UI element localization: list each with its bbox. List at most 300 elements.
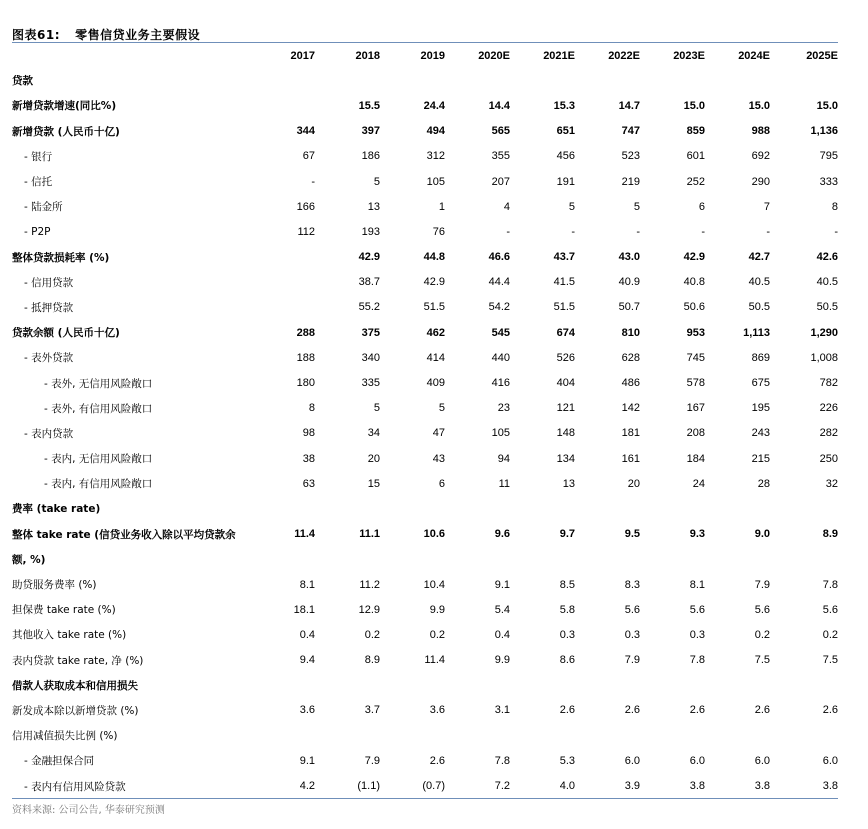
value-cell: 8.9 [364,654,380,667]
row-label: - 信托 [24,176,53,189]
row-label: 贷款 [12,75,33,88]
value-cell: 7.9 [754,578,770,591]
value-cell: 5.3 [559,754,575,767]
value-cell: 191 [556,175,575,188]
table-row [12,522,838,547]
table-row [12,496,838,521]
value-cell [510,496,575,521]
value-cell: 4 [503,200,510,213]
row-label: - 信用贷款 [24,276,74,289]
value-cell [315,547,380,572]
value-cell: 0.4 [299,628,315,641]
value-cell: 409 [426,377,445,390]
value-cell: 6.0 [689,754,705,767]
value-cell [705,68,770,93]
value-cell: 1,136 [810,125,838,138]
table-row [12,345,838,370]
value-cell: 15.0 [816,99,838,112]
value-cell: 6.0 [822,754,838,767]
value-cell [575,673,640,698]
table-row [12,320,838,345]
table-row [12,748,838,773]
value-cell [575,723,640,748]
value-cell: 523 [621,150,640,163]
row-label: 其他收入 take rate (%) [12,629,127,642]
value-cell: 486 [621,377,640,390]
value-cell: 9.1 [299,754,315,767]
value-cell: 526 [556,351,575,364]
value-cell [640,723,705,748]
value-cell: 810 [621,326,640,339]
value-cell: 2.6 [689,704,705,717]
value-cell: 675 [751,377,770,390]
row-label: 新增贷款增速(同比%) [12,100,117,113]
value-cell: 18.1 [293,603,315,616]
value-cell [445,496,510,521]
value-cell: 44.8 [423,251,445,264]
value-cell [315,496,380,521]
row-label: 助贷服务费率 (%) [12,579,97,592]
value-cell [640,496,705,521]
value-cell [770,547,838,572]
value-cell: 375 [361,326,380,339]
value-cell: 7.5 [754,654,770,667]
row-label: 整体贷款损耗率 (%) [12,251,110,264]
value-cell: 795 [819,150,838,163]
value-cell: 8.5 [559,578,575,591]
value-cell: 9.6 [494,528,510,541]
value-cell: 440 [491,351,510,364]
table-row [12,270,838,295]
value-cell: 40.8 [683,276,705,289]
value-cell: 3.8 [689,780,705,793]
value-cell [705,673,770,698]
value-cell: 208 [686,427,705,440]
value-cell: 747 [621,125,640,138]
value-cell [270,93,315,118]
value-cell [380,496,445,521]
bottom-rule [12,798,838,799]
value-cell: 41.5 [553,276,575,289]
table-row [12,295,838,320]
value-cell: 13 [367,200,380,213]
value-cell [270,496,315,521]
value-cell: 148 [556,427,575,440]
header-label-cell [12,43,270,68]
value-cell: 50.7 [618,301,640,314]
value-cell: 290 [751,175,770,188]
value-cell: 5 [373,402,380,415]
value-cell: - [766,225,770,238]
value-cell: 3.1 [494,704,510,717]
value-cell: 105 [491,427,510,440]
table-row [12,547,838,572]
value-cell: 7.8 [689,654,705,667]
value-cell: 181 [621,427,640,440]
value-cell: 167 [686,402,705,415]
value-cell [270,547,315,572]
value-cell: 2.6 [429,754,445,767]
value-cell: 166 [296,200,315,213]
value-cell: 344 [296,125,315,138]
table-row [12,219,838,244]
header-row [12,43,838,68]
value-cell: 1 [438,200,445,213]
value-cell: 0.2 [822,628,838,641]
value-cell: 5.8 [559,603,575,616]
value-cell: 219 [621,175,640,188]
value-cell: 5 [373,175,380,188]
value-cell: 628 [621,351,640,364]
table-row [12,421,838,446]
value-cell: 0.3 [559,628,575,641]
value-cell: 0.3 [689,628,705,641]
value-cell: 1,008 [810,351,838,364]
value-cell: 11.4 [294,528,315,541]
value-cell [270,723,315,748]
value-cell [640,547,705,572]
value-cell [380,68,445,93]
value-cell: 215 [751,452,770,465]
value-cell: 782 [819,377,838,390]
value-cell: 340 [361,351,380,364]
table-row [12,119,838,144]
value-cell: 15.0 [748,99,770,112]
value-cell: 76 [432,225,445,238]
table-row [12,723,838,748]
value-cell: - [311,175,315,188]
value-cell: 47 [432,427,445,440]
value-cell: 2.6 [624,704,640,717]
value-cell: 8.1 [689,578,705,591]
row-label: - 表内, 有信用风险敞口 [44,478,153,491]
value-cell: 7.2 [494,780,510,793]
value-cell [770,673,838,698]
value-cell: 9.7 [559,528,575,541]
value-cell [270,295,315,320]
header-year-cell: 2019 [420,49,445,62]
value-cell: 6.0 [624,754,640,767]
value-cell: (1.1) [357,780,380,793]
value-cell: 7.8 [494,754,510,767]
value-cell: 15.5 [358,99,380,112]
value-cell: 288 [296,326,315,339]
value-cell: - [701,225,705,238]
value-cell: 5.4 [494,603,510,616]
value-cell: 42.9 [683,251,705,264]
value-cell: 243 [751,427,770,440]
value-cell: 416 [491,377,510,390]
value-cell: 3.8 [822,780,838,793]
value-cell: 28 [757,477,770,490]
value-cell: 414 [426,351,445,364]
value-cell: 51.5 [423,301,445,314]
value-cell: 51.5 [553,301,575,314]
value-cell: 9.3 [689,528,705,541]
value-cell [445,723,510,748]
value-cell [705,547,770,572]
value-cell: 8 [831,200,838,213]
value-cell: 545 [491,326,510,339]
value-cell: 11.1 [359,528,380,541]
value-cell: 23 [497,402,510,415]
table-row [12,144,838,169]
value-cell: 5.6 [689,603,705,616]
value-cell: 32 [825,477,838,490]
value-cell: 15.3 [553,99,575,112]
value-cell: 142 [621,402,640,415]
value-cell: 8.3 [624,578,640,591]
value-cell: 112 [297,225,315,238]
value-cell: 869 [751,351,770,364]
row-label: - 表内, 无信用风险敞口 [44,453,153,466]
value-cell: 692 [751,150,770,163]
value-cell: 9.4 [299,654,315,667]
value-cell: 4.2 [299,780,315,793]
table-row [12,169,838,194]
table-row [12,773,838,798]
value-cell: 1,290 [810,326,838,339]
value-cell: 3.6 [429,704,445,717]
value-cell: 105 [426,175,445,188]
source-note: 资料来源: 公司公告, 华泰研究预测 [12,805,165,816]
value-cell: 6 [438,477,445,490]
value-cell: 186 [361,150,380,163]
value-cell: 0.2 [364,628,380,641]
value-cell: 250 [819,452,838,465]
value-cell [575,68,640,93]
value-cell: 43.0 [618,251,640,264]
table-row [12,673,838,698]
header-year-cell: 2020E [478,49,510,62]
value-cell: 0.2 [429,628,445,641]
value-cell: 1,113 [743,326,770,339]
value-cell: 9.5 [624,528,640,541]
value-cell: 494 [426,125,445,138]
table-row [12,396,838,421]
table-row [12,194,838,219]
value-cell: 40.5 [748,276,770,289]
header-year-cell: 2022E [608,49,640,62]
value-cell: - [571,225,575,238]
value-cell [510,547,575,572]
table-row [12,698,838,723]
row-label: - 表外贷款 [24,352,74,365]
value-cell: 674 [556,326,575,339]
value-cell: 38.7 [358,276,380,289]
value-cell: 456 [556,150,575,163]
value-cell: 9.1 [494,578,510,591]
value-cell [575,496,640,521]
row-label: - 表内贷款 [24,427,74,440]
value-cell: 40.5 [816,276,838,289]
value-cell [640,68,705,93]
value-cell: 0.2 [754,628,770,641]
value-cell: 42.9 [423,276,445,289]
table-row [12,68,838,93]
value-cell: 24 [692,477,705,490]
value-cell [380,673,445,698]
value-cell [445,673,510,698]
value-cell: 14.4 [488,99,510,112]
value-cell [270,245,315,270]
value-cell: 10.6 [423,528,445,541]
value-cell: 578 [686,377,705,390]
value-cell: 2.6 [754,704,770,717]
value-cell: 46.6 [488,251,510,264]
row-label: - 表外, 无信用风险敞口 [44,377,153,390]
assumptions-table [12,43,838,799]
value-cell [315,68,380,93]
value-cell [270,68,315,93]
value-cell [510,68,575,93]
value-cell: 3.7 [364,704,380,717]
value-cell: 121 [556,402,575,415]
value-cell: 9.9 [494,654,510,667]
value-cell: 335 [361,377,380,390]
value-cell: 7 [763,200,770,213]
value-cell [510,723,575,748]
value-cell: 12.9 [358,603,380,616]
value-cell: 42.9 [358,251,380,264]
value-cell: 195 [751,402,770,415]
figure-label: 图表61: [12,28,60,42]
value-cell: 7.9 [624,654,640,667]
row-label: 新发成本除以新增贷款 (%) [12,704,139,717]
value-cell: 7.9 [364,754,380,767]
value-cell: 134 [556,452,575,465]
row-label: - 陆金所 [24,201,63,214]
row-label: 信用减值损失比例 (%) [12,730,118,743]
table-row [12,622,838,647]
value-cell: 462 [426,326,445,339]
value-cell: 40.9 [618,276,640,289]
header-year-cell: 2023E [673,49,705,62]
table-row [12,245,838,270]
value-cell: 2.6 [822,704,838,717]
row-label: 贷款余额 (人民币十亿) [12,327,120,340]
table-row [12,572,838,597]
value-cell: 859 [686,125,705,138]
value-cell: 14.7 [618,99,640,112]
value-cell: 282 [819,427,838,440]
value-cell: 5.6 [822,603,838,616]
value-cell: 11.2 [359,578,380,591]
value-cell: 161 [621,452,640,465]
header-year-cell: 2021E [543,49,575,62]
value-cell [445,547,510,572]
value-cell: 42.7 [748,251,770,264]
value-cell: 44.4 [488,276,510,289]
value-cell [270,270,315,295]
row-label: 借款人获取成本和信用损失 [12,679,138,692]
value-cell: 3.9 [624,780,640,793]
row-label: 新增贷款 (人民币十亿) [12,125,120,138]
value-cell [770,723,838,748]
value-cell: 43.7 [553,251,575,264]
value-cell: 63 [302,477,315,490]
value-cell: 50.5 [748,301,770,314]
value-cell: 50.6 [683,301,705,314]
value-cell: 15 [367,477,380,490]
value-cell: 252 [686,175,705,188]
value-cell [270,673,315,698]
value-cell: 3.6 [299,704,315,717]
row-label: - 金融担保合同 [24,755,95,768]
value-cell [770,496,838,521]
value-cell: - [506,225,510,238]
value-cell [640,673,705,698]
table-row [12,446,838,471]
value-cell: 10.4 [423,578,445,591]
table-row [12,648,838,673]
value-cell: 13 [562,477,575,490]
value-cell: 20 [367,452,380,465]
value-cell: 5 [633,200,640,213]
value-cell: 745 [686,351,705,364]
value-cell: 333 [819,175,838,188]
row-label: - 表内有信用风险贷款 [24,780,126,793]
value-cell [380,723,445,748]
value-cell: 180 [296,377,315,390]
value-cell: 8.9 [822,528,838,541]
figure-title-bar [12,24,838,43]
value-cell: (0.7) [422,780,445,793]
value-cell: 3.8 [754,780,770,793]
value-cell: 5.6 [624,603,640,616]
value-cell [575,547,640,572]
value-cell: 397 [361,125,380,138]
value-cell: 601 [686,150,705,163]
value-cell: 404 [556,377,575,390]
value-cell: 11 [498,477,510,490]
value-cell: 953 [686,326,705,339]
value-cell: 188 [296,351,315,364]
value-cell: 15.0 [683,99,705,112]
row-label: - 抵押贷款 [24,301,74,314]
table-row [12,93,838,118]
row-label: 额, %) [12,553,46,566]
value-cell: 193 [361,225,380,238]
value-cell: 5 [568,200,575,213]
value-cell: 565 [491,125,510,138]
table-body [12,68,838,798]
value-cell [705,723,770,748]
value-cell [315,673,380,698]
value-cell: 9.9 [429,603,445,616]
value-cell: - [834,225,838,238]
value-cell: 38 [302,452,315,465]
value-cell: 7.8 [822,578,838,591]
value-cell: 43 [432,452,445,465]
value-cell [380,547,445,572]
value-cell: 355 [491,150,510,163]
header-year-cell: 2024E [738,49,770,62]
value-cell: 7.5 [822,654,838,667]
value-cell: 651 [556,125,575,138]
value-cell: 6.0 [754,754,770,767]
header-year-cell: 2017 [290,49,315,62]
value-cell: 6 [698,200,705,213]
row-label: 表内贷款 take rate, 净 (%) [12,654,144,667]
value-cell: 54.2 [488,301,510,314]
value-cell: 5.6 [754,603,770,616]
value-cell: 34 [367,427,380,440]
row-label: - P2P [24,225,51,238]
value-cell [445,68,510,93]
value-cell: 207 [491,175,510,188]
value-cell: 0.4 [494,628,510,641]
